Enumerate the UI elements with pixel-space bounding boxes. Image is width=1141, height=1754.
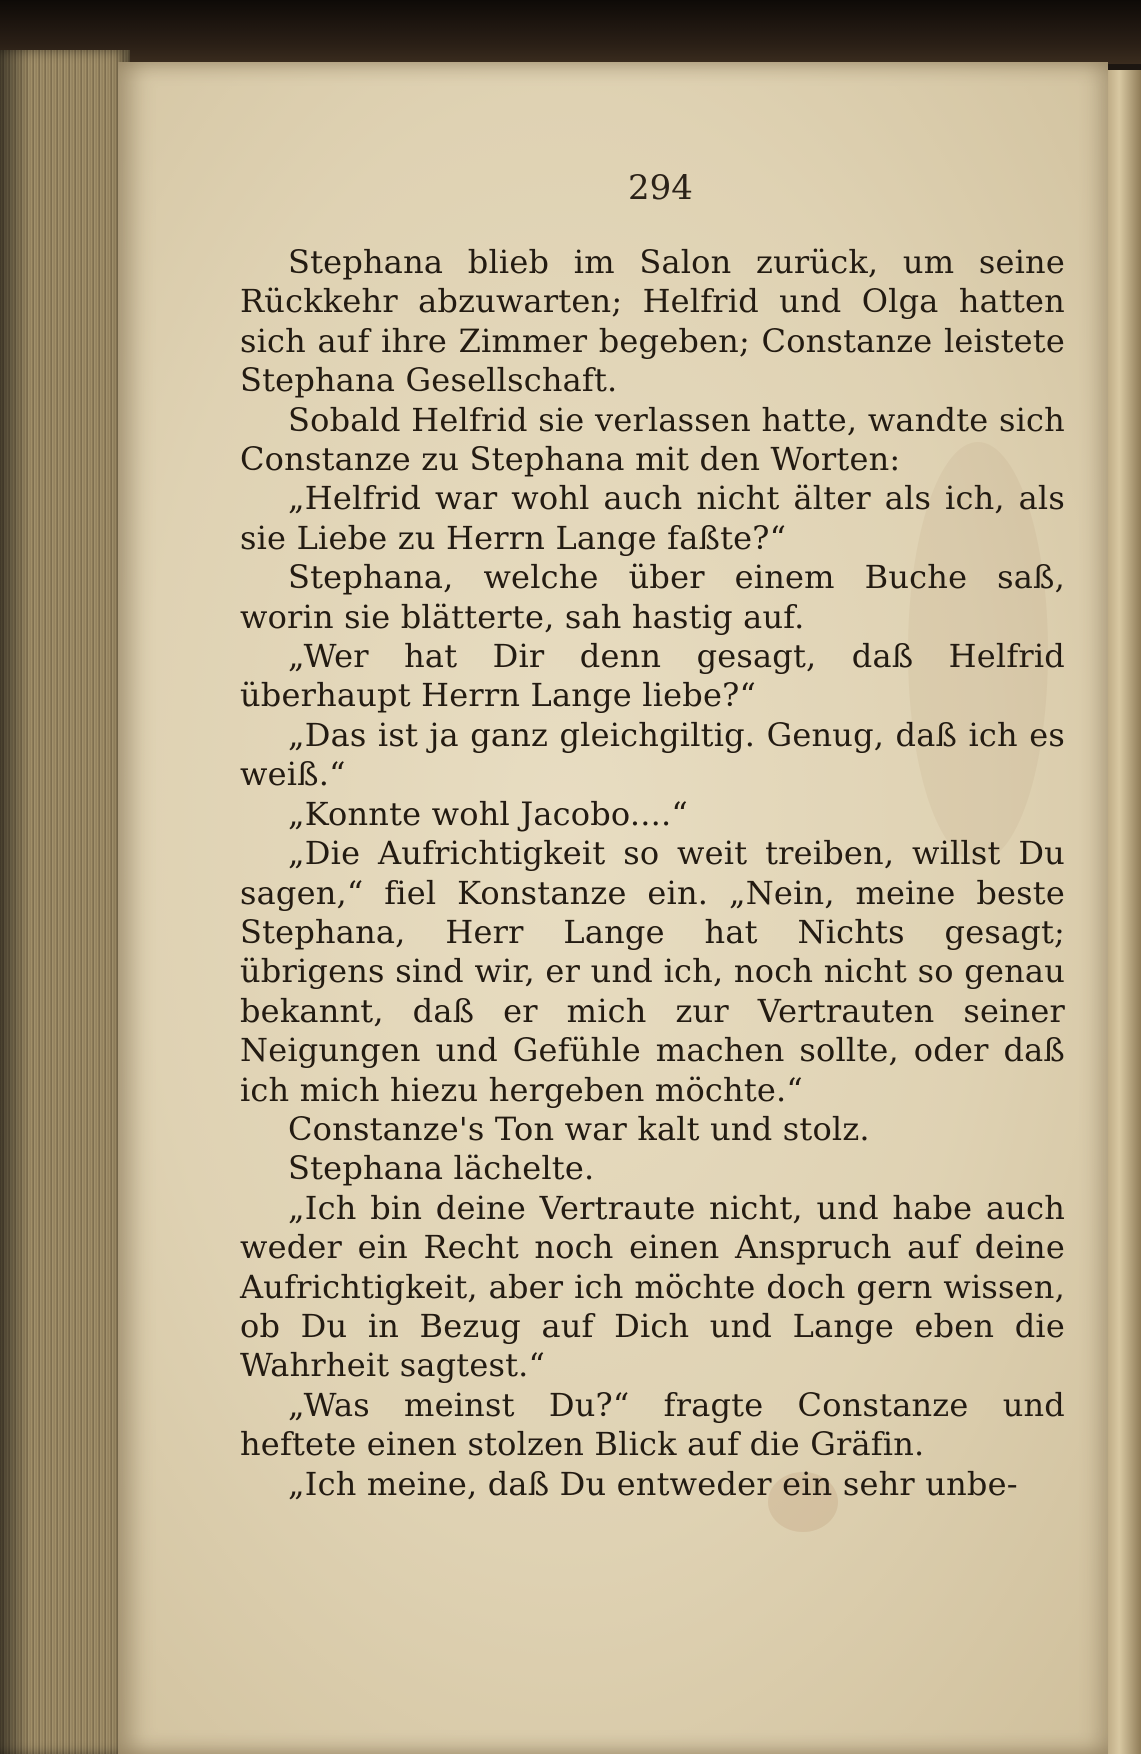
paragraph: „Das ist ja ganz gleichgiltig. Genug, daß ich es weiß.“ — [240, 715, 1065, 794]
paragraph: „Die Aufrichtigkeit so weit treiben, willst Du sagen,“ fiel Konstanze ein. „Nein, meine beste Stephana, Herr Lange hat Nichts gesagt; übrigens sind wir, er und ich, noch nicht so genau bekannt, daß er mich zur Vertrauten seiner Neigungen und Gefühle machen sollte, oder daß ich mich hiezu hergeben möchte.“ — [240, 834, 1065, 1109]
page-text — [240, 243, 1065, 1504]
paragraph: „Ich bin deine Vertraute nicht, und habe auch weder ein Recht noch einen Anspruch auf deine Aufrichtigkeit, aber ich möchte doch gern wissen, ob Du in Bezug auf Dich und Lange eben die Wahrheit sagtest.“ — [240, 1188, 1065, 1385]
paragraph: Constanze's Ton war kalt und stolz. — [288, 1109, 870, 1148]
facing-page-edge — [1105, 70, 1141, 1754]
paragraph: Sobald Helfrid sie verlassen hatte, wandte sich Constanze zu Stephana mit den Worten: — [240, 400, 1065, 479]
paragraph: „Helfrid war wohl auch nicht älter als ich, als sie Liebe zu Herrn Lange faßte?“ — [240, 479, 1065, 557]
paragraph: „Konnte wohl Jacobo....“ — [288, 794, 688, 833]
page-edges-shadow — [0, 50, 30, 1754]
paragraph: „Ich meine, daß Du entweder ein sehr unbe- — [288, 1464, 1018, 1503]
book-binding — [0, 0, 1141, 64]
paragraph: Stephana lächelte. — [288, 1149, 595, 1188]
paragraph: Stephana, welche über einem Buche saß, worin sie blätterte, sah hastig auf. — [240, 558, 1065, 636]
paragraph: Stephana blieb im Salon zurück, um seine Rückkehr abzuwarten; Helfrid und Olga hatten sich auf ihre Zimmer begeben; Constanze leistete Stephana Gesellschaft. — [240, 243, 1065, 400]
paragraph: „Wer hat Dir denn gesagt, daß Helfrid überhaupt Herrn Lange liebe?“ — [240, 637, 1065, 715]
page-number: 294 — [628, 168, 693, 208]
paragraph: „Was meinst Du?“ fragte Constanze und heftete einen stolzen Blick auf die Gräfin. — [240, 1385, 1065, 1464]
